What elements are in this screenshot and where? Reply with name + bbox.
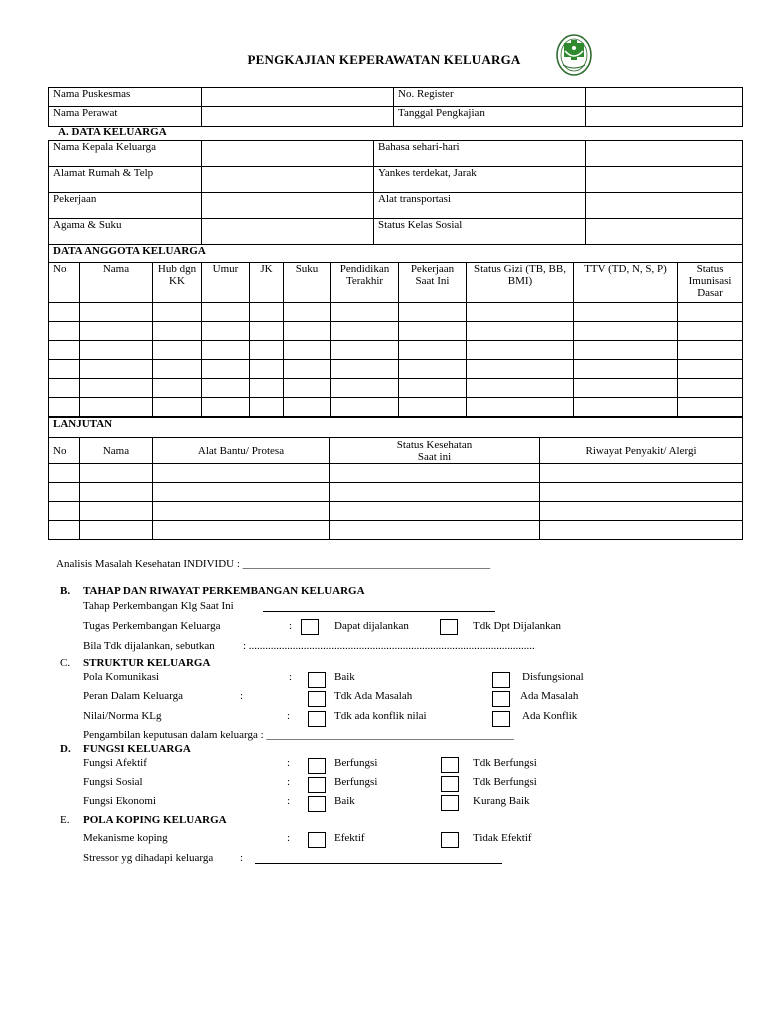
col-imunisasi: Status Imunisasi Dasar [678,263,743,303]
field-transportasi[interactable] [586,193,743,219]
lanjutan-heading: LANJUTAN [49,418,743,438]
option-ada-konflik: Ada Konflik [522,710,578,722]
option-dapat-dijalankan: Dapat dijalankan [334,620,409,632]
option-baik: Baik [334,795,355,807]
label-kelas-sosial: Status Kelas Sosial [374,219,586,245]
colon: : [287,832,291,844]
table-row[interactable] [49,464,743,483]
option-tdk-konflik: Tdk ada konflik nilai [334,710,427,722]
checkbox-ada-masalah[interactable] [492,691,510,707]
option-baik: Baik [334,671,355,683]
checkbox-ada-konflik[interactable] [492,711,510,727]
section-d-letter: D. [60,743,71,755]
section-a-heading: A. DATA KELUARGA [58,126,167,138]
table-row[interactable] [49,322,743,341]
field-bila[interactable]: : ........................................................................................................ [243,640,535,652]
field-yankes[interactable] [586,167,743,193]
section-b-letter: B. [60,585,71,597]
analisis-individu[interactable]: Analisis Masalah Kesehatan INDIVIDU : _____________________________________________ [56,558,491,570]
option-berfungsi: Berfungsi [334,776,378,788]
label-puskesmas: Nama Puskesmas [49,88,202,107]
option-disfungsional: Disfungsional [522,671,584,683]
label-stressor: Stressor yg dihadapi keluarga [83,852,214,864]
field-register[interactable] [586,88,743,107]
label-pola-komunikasi: Pola Komunikasi [83,671,160,683]
checkbox-tdk-ada-masalah[interactable] [308,691,326,707]
field-agama-suku[interactable] [202,219,374,245]
option-tidak-efektif: Tidak Efektif [473,832,532,844]
colon: : [240,690,244,702]
col-status-kesehatan: Status Kesehatan Saat ini [330,438,540,464]
table-row[interactable] [49,398,743,417]
col-hub-kk: Hub dgn KK [153,263,202,303]
option-efektif: Efektif [334,832,365,844]
label-tanggal: Tanggal Pengkajian [394,107,586,127]
label-pekerjaan: Pekerjaan [49,193,202,219]
checkbox-efektif[interactable] [308,832,326,848]
label-nilai-norma: Nilai/Norma KLg [83,710,162,722]
anggota-keluarga-table [48,244,743,417]
label-register: No. Register [394,88,586,107]
col-nama: Nama [80,438,153,464]
section-d-heading: FUNGSI KELUARGA [83,743,191,755]
label-peran: Peran Dalam Keluarga [83,690,183,702]
page-title: PENGKAJIAN KEPERAWATAN KELUARGA [247,52,521,67]
field-puskesmas[interactable] [202,88,394,107]
col-status-gizi: Status Gizi (TB, BB, BMI) [467,263,574,303]
col-pendidikan: Pendidikan Terakhir [331,263,399,303]
checkbox-ekonomi-baik[interactable] [308,796,326,812]
checkbox-tdk-dijalankan[interactable] [440,619,458,635]
table-row[interactable] [49,521,743,540]
lanjutan-table [48,417,743,540]
table-row[interactable] [49,502,743,521]
section-b-heading: TAHAP DAN RIWAYAT PERKEMBANGAN KELUARGA [83,585,365,597]
col-ttv: TTV (TD, N, S, P) [574,263,678,303]
checkbox-ekonomi-kurang-baik[interactable] [441,795,459,811]
label-mekanisme-koping: Mekanisme koping [83,832,168,844]
field-bahasa[interactable] [586,141,743,167]
identity-table [48,87,743,127]
checkbox-dapat-dijalankan[interactable] [301,619,319,635]
table-row[interactable] [49,360,743,379]
label-perawat: Nama Perawat [49,107,202,127]
col-pekerjaan: Pekerjaan Saat Ini [399,263,467,303]
colon: : [287,710,291,722]
field-kepala-keluarga[interactable] [202,141,374,167]
field-pengambilan-keputusan[interactable]: Pengambilan keputusan dalam keluarga : _____________________________________________ [83,729,514,741]
colon: : [289,620,293,632]
anggota-heading: DATA ANGGOTA KELUARGA [49,245,743,263]
label-bila: Bila Tdk dijalankan, sebutkan [83,640,215,652]
field-stressor[interactable] [255,863,502,864]
table-row[interactable] [49,379,743,398]
checkbox-sosial-tdk-berfungsi[interactable] [441,776,459,792]
field-perawat[interactable] [202,107,394,127]
option-tdk-berfungsi: Tdk Berfungsi [473,776,537,788]
field-tanggal[interactable] [586,107,743,127]
checkbox-tidak-efektif[interactable] [441,832,459,848]
checkbox-tdk-konflik[interactable] [308,711,326,727]
option-tdk-berfungsi: Tdk Berfungsi [473,757,537,769]
label-transportasi: Alat transportasi [374,193,586,219]
option-berfungsi: Berfungsi [334,757,378,769]
colon: : [240,852,244,864]
colon: : [287,757,291,769]
col-riwayat-penyakit: Riwayat Penyakit/ Alergi [540,438,743,464]
option-ada-masalah: Ada Masalah [520,690,579,702]
option-kurang-baik: Kurang Baik [473,795,530,807]
data-keluarga-table [48,140,743,245]
checkbox-afektif-berfungsi[interactable] [308,758,326,774]
colon: : [289,671,293,683]
label-fungsi-sosial: Fungsi Sosial [83,776,143,788]
checkbox-sosial-berfungsi[interactable] [308,777,326,793]
col-suku: Suku [284,263,331,303]
label-alamat: Alamat Rumah & Telp [49,167,202,193]
col-nama: Nama [80,263,153,303]
col-umur: Umur [202,263,250,303]
table-row[interactable] [49,483,743,502]
col-no: No [49,438,80,464]
col-no: No [49,263,80,303]
checkbox-komunikasi-baik[interactable] [308,672,326,688]
label-fungsi-ekonomi: Fungsi Ekonomi [83,795,157,807]
kemenkes-logo-icon [555,33,593,77]
field-alamat[interactable] [202,167,374,193]
colon: : [287,776,291,788]
checkbox-afektif-tdk-berfungsi[interactable] [441,757,459,773]
col-jk: JK [250,263,284,303]
label-agama-suku: Agama & Suku [49,219,202,245]
label-kepala-keluarga: Nama Kepala Keluarga [49,141,202,167]
field-pekerjaan[interactable] [202,193,374,219]
checkbox-disfungsional[interactable] [492,672,510,688]
section-c-letter: C. [60,657,71,669]
option-tdk-dijalankan: Tdk Dpt Dijalankan [473,620,561,632]
field-kelas-sosial[interactable] [586,219,743,245]
colon: : [287,795,291,807]
option-tdk-ada-masalah: Tdk Ada Masalah [334,690,413,702]
section-e-heading: POLA KOPING KELUARGA [83,814,227,826]
label-bahasa: Bahasa sehari-hari [374,141,586,167]
table-row[interactable] [49,341,743,360]
section-e-letter: E. [60,814,70,826]
table-row[interactable] [49,303,743,322]
label-tugas: Tugas Perkembangan Keluarga [83,620,221,632]
col-alat-bantu: Alat Bantu/ Protesa [153,438,330,464]
label-tahap: Tahap Perkembangan Klg Saat Ini [83,600,234,612]
label-fungsi-afektif: Fungsi Afektif [83,757,147,769]
label-yankes: Yankes terdekat, Jarak [374,167,586,193]
section-c-heading: STRUKTUR KELUARGA [83,657,211,669]
field-tahap[interactable] [263,611,495,612]
